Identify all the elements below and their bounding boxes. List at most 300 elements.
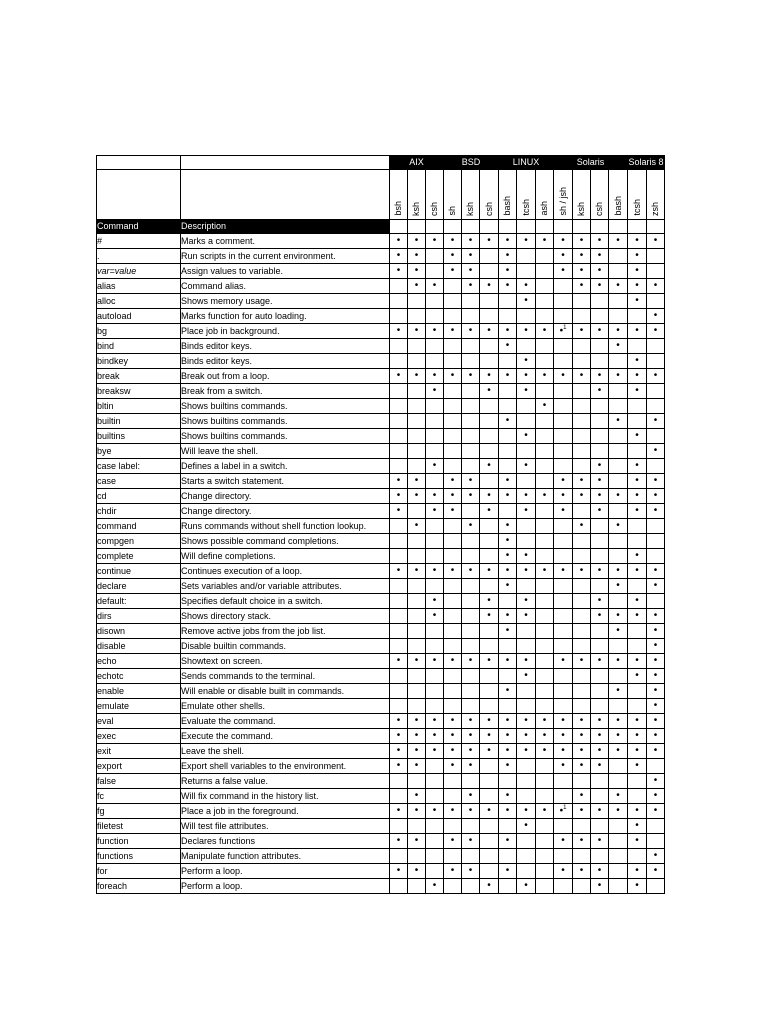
support-dot: • — [468, 790, 473, 801]
command-cell: filetest — [97, 819, 181, 834]
support-cell — [628, 279, 647, 294]
description-cell: Marks a comment. — [181, 234, 390, 249]
command-cell: export — [97, 759, 181, 774]
description-cell: Break out from a loop. — [181, 369, 390, 384]
support-cell — [517, 369, 536, 384]
command-cell: enable — [97, 684, 181, 699]
support-dot: • — [505, 520, 510, 531]
support-cell — [480, 729, 499, 744]
support-cell — [426, 744, 444, 759]
support-cell — [647, 819, 665, 834]
support-dot: • — [616, 655, 620, 666]
table-row — [97, 564, 665, 579]
support-cell — [536, 624, 554, 639]
support-cell — [591, 744, 609, 759]
support-cell — [573, 774, 591, 789]
support-dot: • — [635, 655, 639, 666]
header-filler-cell — [628, 220, 647, 234]
support-cell — [390, 684, 408, 699]
support-dot: • — [450, 655, 455, 666]
support-dot: • — [542, 370, 547, 381]
description-cell: Will fix command in the history list. — [181, 789, 390, 804]
support-cell — [517, 759, 536, 774]
support-cell — [554, 234, 573, 249]
support-cell — [647, 459, 665, 474]
support-cell — [426, 609, 444, 624]
support-cell — [536, 819, 554, 834]
support-dot: • — [524, 550, 528, 561]
support-dot: • — [450, 235, 455, 246]
support-cell — [390, 354, 408, 369]
support-dot: • — [414, 790, 419, 801]
support-cell — [573, 624, 591, 639]
support-dot: • — [414, 490, 419, 501]
support-dot: • — [561, 235, 565, 246]
support-cell — [480, 534, 499, 549]
shell-name: ksh — [411, 201, 421, 216]
support-cell — [609, 489, 628, 504]
support-cell — [444, 504, 462, 519]
support-dot: • — [468, 715, 473, 726]
support-cell — [408, 354, 426, 369]
support-cell — [628, 594, 647, 609]
support-dot: • — [487, 880, 491, 891]
support-cell — [536, 294, 554, 309]
support-dot: • — [414, 235, 419, 246]
description-cell: Manipulate function attributes. — [181, 849, 390, 864]
support-cell — [647, 489, 665, 504]
support-cell — [444, 594, 462, 609]
description-cell: Command alias. — [181, 279, 390, 294]
support-dot: • — [542, 730, 547, 741]
support-cell — [408, 609, 426, 624]
support-cell — [517, 384, 536, 399]
table-row — [97, 504, 665, 519]
description-cell: Perform a loop. — [181, 879, 390, 894]
support-cell — [499, 369, 517, 384]
support-dot: • — [616, 370, 620, 381]
support-cell — [480, 324, 499, 339]
support-cell — [499, 609, 517, 624]
support-cell — [554, 339, 573, 354]
support-cell — [628, 549, 647, 564]
support-cell — [480, 519, 499, 534]
support-cell — [517, 879, 536, 894]
shell-command-table — [96, 155, 665, 894]
description-cell: Shows builtins commands. — [181, 414, 390, 429]
support-cell — [609, 369, 628, 384]
support-cell — [408, 579, 426, 594]
support-cell — [462, 654, 480, 669]
support-cell — [554, 684, 573, 699]
support-dot: • — [432, 370, 437, 381]
support-cell — [390, 309, 408, 324]
command-cell: bindkey — [97, 354, 181, 369]
support-cell — [591, 684, 609, 699]
support-cell — [462, 849, 480, 864]
support-cell — [573, 759, 591, 774]
description-cell: Marks function for auto loading. — [181, 309, 390, 324]
support-cell — [426, 324, 444, 339]
header-filler-cell — [536, 220, 554, 234]
shell-name: zsh — [650, 201, 660, 216]
support-cell — [628, 744, 647, 759]
description-cell: Shows directory stack. — [181, 609, 390, 624]
support-cell — [444, 729, 462, 744]
support-dot: • — [579, 655, 584, 666]
header-filler-cell — [426, 220, 444, 234]
support-dot: • — [653, 730, 658, 741]
description-cell: Starts a switch statement. — [181, 474, 390, 489]
support-cell — [444, 804, 462, 819]
support-cell — [499, 444, 517, 459]
support-cell — [426, 369, 444, 384]
support-cell — [480, 864, 499, 879]
support-cell — [609, 264, 628, 279]
support-dot: • — [505, 685, 510, 696]
support-dot: • — [635, 715, 639, 726]
support-cell — [536, 639, 554, 654]
support-dot: • — [653, 580, 658, 591]
table-row — [97, 699, 665, 714]
support-dot: • — [396, 805, 401, 816]
shell-header-row — [97, 170, 665, 220]
support-dot: • — [616, 805, 620, 816]
support-dot: • — [579, 790, 584, 801]
support-cell — [390, 324, 408, 339]
support-cell — [517, 414, 536, 429]
support-cell — [609, 504, 628, 519]
support-dot: • — [505, 865, 510, 876]
table-row — [97, 834, 665, 849]
support-cell — [408, 399, 426, 414]
support-cell — [390, 759, 408, 774]
support-cell — [499, 579, 517, 594]
support-dot: • — [579, 235, 584, 246]
support-cell — [536, 714, 554, 729]
support-cell — [628, 579, 647, 594]
support-cell — [444, 309, 462, 324]
blank-corner — [181, 156, 390, 170]
support-cell — [480, 399, 499, 414]
table-row — [97, 804, 665, 819]
support-dot: • — [505, 535, 510, 546]
support-dot: • — [505, 760, 510, 771]
command-cell: bltin — [97, 399, 181, 414]
support-cell — [536, 489, 554, 504]
support-dot: • — [524, 460, 528, 471]
support-cell — [609, 534, 628, 549]
support-cell — [462, 759, 480, 774]
description-cell: Export shell variables to the environment. — [181, 759, 390, 774]
support-cell — [536, 279, 554, 294]
support-cell — [480, 744, 499, 759]
support-cell — [390, 729, 408, 744]
support-dot: • — [616, 325, 620, 336]
support-dot: • — [616, 340, 620, 351]
support-cell — [609, 879, 628, 894]
support-cell — [517, 504, 536, 519]
support-cell — [554, 714, 573, 729]
support-cell — [591, 729, 609, 744]
support-cell — [390, 819, 408, 834]
support-dot: • — [616, 685, 620, 696]
support-cell — [554, 594, 573, 609]
support-cell — [628, 699, 647, 714]
header-filler-cell — [499, 220, 517, 234]
command-cell: builtin — [97, 414, 181, 429]
table-row — [97, 444, 665, 459]
support-dot: • — [561, 490, 565, 501]
support-cell — [628, 384, 647, 399]
support-dot: • — [505, 565, 510, 576]
support-cell — [480, 699, 499, 714]
support-cell — [408, 504, 426, 519]
support-dot: • — [597, 730, 602, 741]
support-cell — [536, 234, 554, 249]
support-cell — [480, 639, 499, 654]
support-dot: • — [635, 730, 639, 741]
support-cell — [408, 789, 426, 804]
support-cell — [536, 444, 554, 459]
support-cell — [408, 249, 426, 264]
support-cell — [499, 564, 517, 579]
support-cell — [609, 639, 628, 654]
support-cell — [554, 549, 573, 564]
support-dot: • — [579, 745, 584, 756]
support-cell — [647, 834, 665, 849]
table-row — [97, 534, 665, 549]
command-cell: breaksw — [97, 384, 181, 399]
support-cell — [517, 699, 536, 714]
support-cell — [573, 369, 591, 384]
command-cell: var=value — [97, 264, 181, 279]
support-cell — [628, 444, 647, 459]
support-cell — [480, 804, 499, 819]
table-row — [97, 369, 665, 384]
support-cell — [408, 699, 426, 714]
support-cell — [609, 564, 628, 579]
support-dot: • — [524, 295, 528, 306]
support-cell — [426, 549, 444, 564]
command-cell: complete — [97, 549, 181, 564]
support-cell — [554, 429, 573, 444]
support-cell — [390, 804, 408, 819]
support-dot: • — [597, 325, 602, 336]
support-dot: • — [396, 865, 401, 876]
support-dot: • — [468, 760, 473, 771]
support-cell — [591, 759, 609, 774]
support-cell — [480, 819, 499, 834]
os-group-header-row — [97, 156, 665, 170]
support-cell — [390, 534, 408, 549]
support-cell — [517, 549, 536, 564]
support-cell — [499, 339, 517, 354]
support-dot: • — [579, 370, 584, 381]
support-cell — [390, 609, 408, 624]
support-cell — [647, 444, 665, 459]
os-group-header: BSD — [444, 156, 499, 170]
support-cell — [647, 279, 665, 294]
support-cell — [408, 549, 426, 564]
support-cell — [408, 459, 426, 474]
support-cell — [499, 249, 517, 264]
support-dot: • — [468, 235, 473, 246]
table-row — [97, 399, 665, 414]
support-dot: • — [616, 415, 620, 426]
support-cell — [647, 864, 665, 879]
support-dot: • — [487, 595, 491, 606]
support-dot: • — [653, 445, 658, 456]
support-cell — [517, 294, 536, 309]
support-cell — [390, 234, 408, 249]
support-dot: • — [432, 730, 437, 741]
support-dot: • — [561, 715, 565, 726]
support-cell — [408, 324, 426, 339]
support-cell — [609, 609, 628, 624]
support-cell — [609, 399, 628, 414]
support-cell — [573, 234, 591, 249]
support-cell — [462, 519, 480, 534]
support-dot: • — [616, 790, 620, 801]
support-cell — [480, 849, 499, 864]
support-dot: • — [561, 655, 565, 666]
support-cell — [591, 669, 609, 684]
support-cell — [517, 864, 536, 879]
support-dot: • — [432, 595, 437, 606]
table-row — [97, 819, 665, 834]
support-cell — [408, 819, 426, 834]
support-cell — [609, 579, 628, 594]
support-cell — [573, 504, 591, 519]
os-group-header: Solaris 8 — [628, 156, 665, 170]
header-filler-cell — [462, 220, 480, 234]
table-row — [97, 879, 665, 894]
support-cell — [591, 789, 609, 804]
support-dot: • — [635, 475, 639, 486]
support-cell — [591, 414, 609, 429]
support-dot: • — [579, 835, 584, 846]
support-cell — [536, 834, 554, 849]
support-cell — [517, 249, 536, 264]
support-dot: • — [505, 655, 510, 666]
table-row — [97, 669, 665, 684]
support-cell — [554, 849, 573, 864]
shell-name: sh / jsh — [557, 187, 568, 216]
support-cell — [609, 279, 628, 294]
support-cell — [609, 774, 628, 789]
support-cell — [499, 519, 517, 534]
support-cell — [426, 339, 444, 354]
support-cell — [499, 399, 517, 414]
support-dot: • — [597, 460, 602, 471]
support-cell — [536, 579, 554, 594]
support-cell — [462, 549, 480, 564]
support-dot: • — [505, 715, 510, 726]
command-cell: fc — [97, 789, 181, 804]
support-dot: • — [524, 505, 528, 516]
support-cell — [536, 744, 554, 759]
support-cell — [408, 474, 426, 489]
description-column-header: Description — [181, 220, 390, 234]
table-row — [97, 744, 665, 759]
support-cell — [480, 504, 499, 519]
support-dot: • — [653, 370, 658, 381]
table-row — [97, 579, 665, 594]
table-row — [97, 414, 665, 429]
support-cell — [408, 294, 426, 309]
support-dot: • — [432, 610, 437, 621]
support-cell — [628, 369, 647, 384]
support-cell — [517, 744, 536, 759]
support-cell — [444, 774, 462, 789]
header-filler-cell — [390, 220, 408, 234]
support-dot: • — [505, 610, 510, 621]
blank-corner — [97, 156, 181, 170]
support-cell — [647, 849, 665, 864]
support-cell — [390, 294, 408, 309]
support-dot: • — [597, 745, 602, 756]
support-cell — [647, 879, 665, 894]
support-cell — [628, 789, 647, 804]
support-dot: • — [542, 490, 547, 501]
support-cell — [517, 609, 536, 624]
support-cell — [536, 594, 554, 609]
support-cell — [390, 459, 408, 474]
support-cell — [480, 249, 499, 264]
support-cell — [480, 564, 499, 579]
description-cell: Emulate other shells. — [181, 699, 390, 714]
support-cell — [647, 504, 665, 519]
support-cell — [628, 774, 647, 789]
support-cell — [609, 594, 628, 609]
description-cell: Binds editor keys. — [181, 354, 390, 369]
support-cell — [444, 849, 462, 864]
support-dot: • — [653, 625, 658, 636]
support-cell — [517, 579, 536, 594]
support-cell — [609, 654, 628, 669]
support-cell — [554, 489, 573, 504]
support-cell — [390, 504, 408, 519]
support-cell — [462, 504, 480, 519]
os-group-header: LINUX — [499, 156, 554, 170]
support-cell — [554, 504, 573, 519]
support-cell — [499, 654, 517, 669]
support-dot: • — [414, 280, 419, 291]
support-cell — [499, 294, 517, 309]
support-cell — [462, 399, 480, 414]
support-cell — [499, 354, 517, 369]
support-cell — [390, 429, 408, 444]
support-cell — [480, 669, 499, 684]
support-dot: • — [468, 745, 473, 756]
support-cell — [426, 294, 444, 309]
support-cell — [554, 519, 573, 534]
support-cell — [573, 339, 591, 354]
description-cell: Run scripts in the current environment. — [181, 249, 390, 264]
support-dot: • — [524, 385, 528, 396]
shell-header — [573, 170, 591, 220]
command-cell: foreach — [97, 879, 181, 894]
support-cell — [573, 414, 591, 429]
support-dot: • — [396, 475, 401, 486]
support-cell — [628, 294, 647, 309]
support-dot: • — [653, 805, 658, 816]
support-cell — [426, 249, 444, 264]
support-dot: • — [561, 865, 565, 876]
command-cell: fg — [97, 804, 181, 819]
shell-header — [408, 170, 426, 220]
